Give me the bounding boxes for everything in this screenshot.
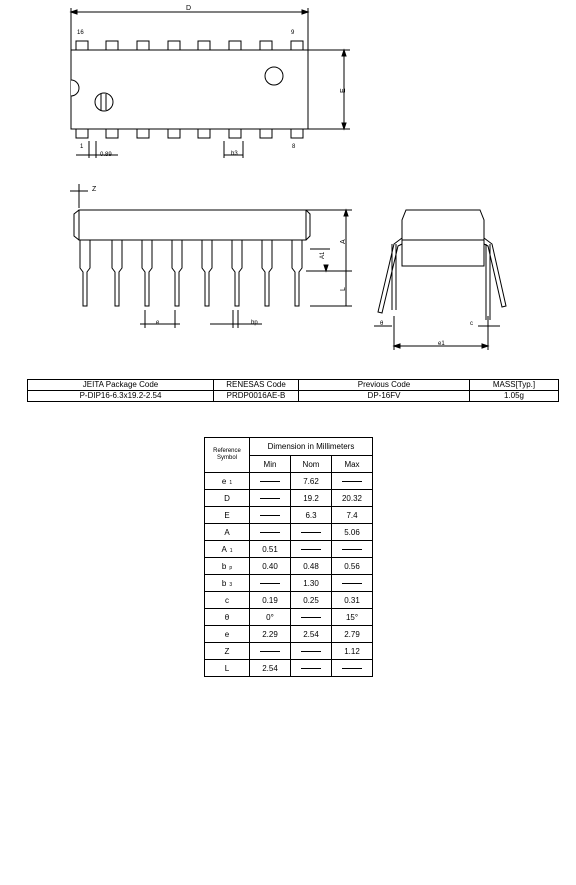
dim-min: 0° xyxy=(250,609,291,626)
top-pin xyxy=(229,41,241,50)
package-code-table xyxy=(27,379,559,402)
dim-max xyxy=(332,575,373,592)
top-pin xyxy=(76,41,88,50)
ref-header-line2: Symbol xyxy=(216,455,237,461)
package-drawing xyxy=(0,0,576,375)
dim-nom: 1.30 xyxy=(291,575,332,592)
dim-nom: 7.62 xyxy=(291,473,332,490)
dim-max: 15° xyxy=(332,609,373,626)
dim-symbol-main: E xyxy=(224,510,230,520)
dim-label-e1: e1 xyxy=(438,341,445,347)
dim-symbol-sub: 1 xyxy=(229,479,233,486)
dim-min xyxy=(250,473,291,490)
top-pin xyxy=(291,41,303,50)
side-pin xyxy=(292,240,302,306)
dim-symbol-main: A xyxy=(224,527,230,537)
ref-header-line1: Reference xyxy=(213,448,241,454)
dim-symbol-main: θ xyxy=(224,612,230,622)
package-table-header-row xyxy=(28,380,559,391)
side-pin xyxy=(80,240,90,306)
bottom-pin xyxy=(137,129,149,138)
header-mass: MASS[Typ.] xyxy=(470,380,559,391)
dim-nom: 2.54 xyxy=(291,626,332,643)
dim-symbol-main: e xyxy=(224,629,230,639)
dim-symbol-main: A xyxy=(221,544,227,554)
dash-empty xyxy=(342,583,362,584)
dim-symbol xyxy=(205,541,250,558)
dim-row xyxy=(205,490,373,507)
dim-max: 5.06 xyxy=(332,524,373,541)
dim-row xyxy=(205,473,373,490)
side-view xyxy=(70,184,352,328)
dim-row xyxy=(205,507,373,524)
dim-label-c: c xyxy=(470,321,473,327)
dim-max: 20.32 xyxy=(332,490,373,507)
dim-nom: 0.48 xyxy=(291,558,332,575)
dim-symbol-main: Z xyxy=(224,646,230,656)
top-pin xyxy=(137,41,149,50)
value-renesas: PRDP0016AE-B xyxy=(214,391,299,402)
dim-min: 2.54 xyxy=(250,660,291,677)
top-view xyxy=(71,8,350,158)
pin-label-1: 1 xyxy=(80,144,84,150)
dim-symbol xyxy=(205,524,250,541)
dim-min xyxy=(250,490,291,507)
dim-row xyxy=(205,558,373,575)
side-pin xyxy=(112,240,122,306)
dim-table-header-row xyxy=(205,438,373,456)
dim-nom: 6.3 xyxy=(291,507,332,524)
header-renesas: RENESAS Code xyxy=(214,380,299,391)
dash-empty xyxy=(260,498,280,499)
dim-label-D: D xyxy=(186,5,192,12)
dim-symbol-main: L xyxy=(224,663,230,673)
col-max-header: Max xyxy=(332,456,373,473)
dim-symbol xyxy=(205,575,250,592)
dash-empty xyxy=(301,617,321,618)
dim-nom xyxy=(291,643,332,660)
dim-row xyxy=(205,643,373,660)
dim-row xyxy=(205,524,373,541)
bottom-pin xyxy=(76,129,88,138)
dim-symbol xyxy=(205,473,250,490)
dim-row xyxy=(205,541,373,558)
top-pin xyxy=(106,41,118,50)
dim-max xyxy=(332,473,373,490)
dash-empty xyxy=(342,481,362,482)
dim-max xyxy=(332,660,373,677)
dim-label-b3-top: b3 xyxy=(231,151,238,157)
dim-label-A: A xyxy=(340,239,347,244)
dim-nom xyxy=(291,524,332,541)
dim-label-0-89: 0.89 xyxy=(100,152,112,158)
bottom-pin xyxy=(229,129,241,138)
bottom-pin xyxy=(291,129,303,138)
dim-min: 0.40 xyxy=(250,558,291,575)
dim-label-theta: θ xyxy=(380,321,384,327)
dash-empty xyxy=(301,651,321,652)
dim-nom: 0.25 xyxy=(291,592,332,609)
bottom-pin xyxy=(106,129,118,138)
dim-row xyxy=(205,575,373,592)
dim-row xyxy=(205,592,373,609)
value-previous: DP-16FV xyxy=(299,391,470,402)
dim-max: 1.12 xyxy=(332,643,373,660)
dim-label-L: L xyxy=(340,287,347,291)
dim-nom xyxy=(291,541,332,558)
dim-label-bp: bp xyxy=(251,320,258,326)
dim-min xyxy=(250,575,291,592)
dim-label-E: E xyxy=(340,88,347,93)
dim-symbol-main: b xyxy=(221,578,227,588)
side-pin xyxy=(172,240,182,306)
dash-empty xyxy=(301,668,321,669)
bottom-pin xyxy=(198,129,210,138)
side-pin xyxy=(232,240,242,306)
dim-min: 0.19 xyxy=(250,592,291,609)
dim-row xyxy=(205,609,373,626)
dash-empty xyxy=(260,583,280,584)
dim-nom xyxy=(291,609,332,626)
side-pin xyxy=(262,240,272,306)
pin-label-16: 16 xyxy=(77,30,84,36)
dim-symbol-sub: 1 xyxy=(229,547,233,554)
bottom-pin xyxy=(168,129,180,138)
top-pin xyxy=(260,41,272,50)
dim-label-Z: Z xyxy=(92,186,97,193)
dim-max xyxy=(332,541,373,558)
pin-label-9: 9 xyxy=(291,30,295,36)
package-table-value-row xyxy=(28,391,559,402)
dim-symbol-main: c xyxy=(225,595,229,605)
dim-symbol xyxy=(205,592,250,609)
dim-symbol-sub: 3 xyxy=(229,581,233,588)
dash-empty xyxy=(342,549,362,550)
col-min-header: Min xyxy=(250,456,291,473)
dim-min: 0.51 xyxy=(250,541,291,558)
group-header: Dimension in Millimeters xyxy=(250,438,373,456)
dim-symbol xyxy=(205,490,250,507)
dim-min xyxy=(250,507,291,524)
dim-max: 2.79 xyxy=(332,626,373,643)
dim-symbol-main: b xyxy=(221,561,227,571)
dim-min xyxy=(250,643,291,660)
ref-symbol-header xyxy=(205,438,250,473)
dim-label-A1: A1 xyxy=(320,251,326,259)
dash-empty xyxy=(342,668,362,669)
dash-empty xyxy=(301,532,321,533)
dash-empty xyxy=(301,549,321,550)
side-pin xyxy=(142,240,152,306)
dim-nom: 19.2 xyxy=(291,490,332,507)
dim-max: 0.56 xyxy=(332,558,373,575)
dim-symbol-sub: p xyxy=(229,564,233,571)
dim-symbol xyxy=(205,626,250,643)
dim-symbol-main: D xyxy=(224,493,230,503)
end-view xyxy=(374,210,506,350)
header-jeita: JEITA Package Code xyxy=(28,380,214,391)
dim-max: 0.31 xyxy=(332,592,373,609)
value-mass: 1.05g xyxy=(470,391,559,402)
dim-min: 2.29 xyxy=(250,626,291,643)
side-pin xyxy=(202,240,212,306)
top-pin xyxy=(168,41,180,50)
dash-empty xyxy=(260,481,280,482)
dim-label-e: e xyxy=(156,320,160,326)
value-jeita: P-DIP16-6.3x19.2-2.54 xyxy=(28,391,214,402)
dim-symbol xyxy=(205,609,250,626)
dash-empty xyxy=(260,532,280,533)
header-previous: Previous Code xyxy=(299,380,470,391)
bottom-pin xyxy=(260,129,272,138)
dim-row xyxy=(205,626,373,643)
dim-nom xyxy=(291,660,332,677)
dim-symbol xyxy=(205,558,250,575)
dimension-table xyxy=(204,437,373,677)
dim-symbol-main: e xyxy=(221,476,227,486)
dim-max: 7.4 xyxy=(332,507,373,524)
top-pin xyxy=(198,41,210,50)
pin-label-8: 8 xyxy=(292,144,296,150)
dim-symbol xyxy=(205,643,250,660)
dim-min xyxy=(250,524,291,541)
dash-empty xyxy=(260,515,280,516)
dash-empty xyxy=(260,651,280,652)
dim-row xyxy=(205,660,373,677)
dim-symbol xyxy=(205,507,250,524)
col-nom-header: Nom xyxy=(291,456,332,473)
dim-symbol xyxy=(205,660,250,677)
